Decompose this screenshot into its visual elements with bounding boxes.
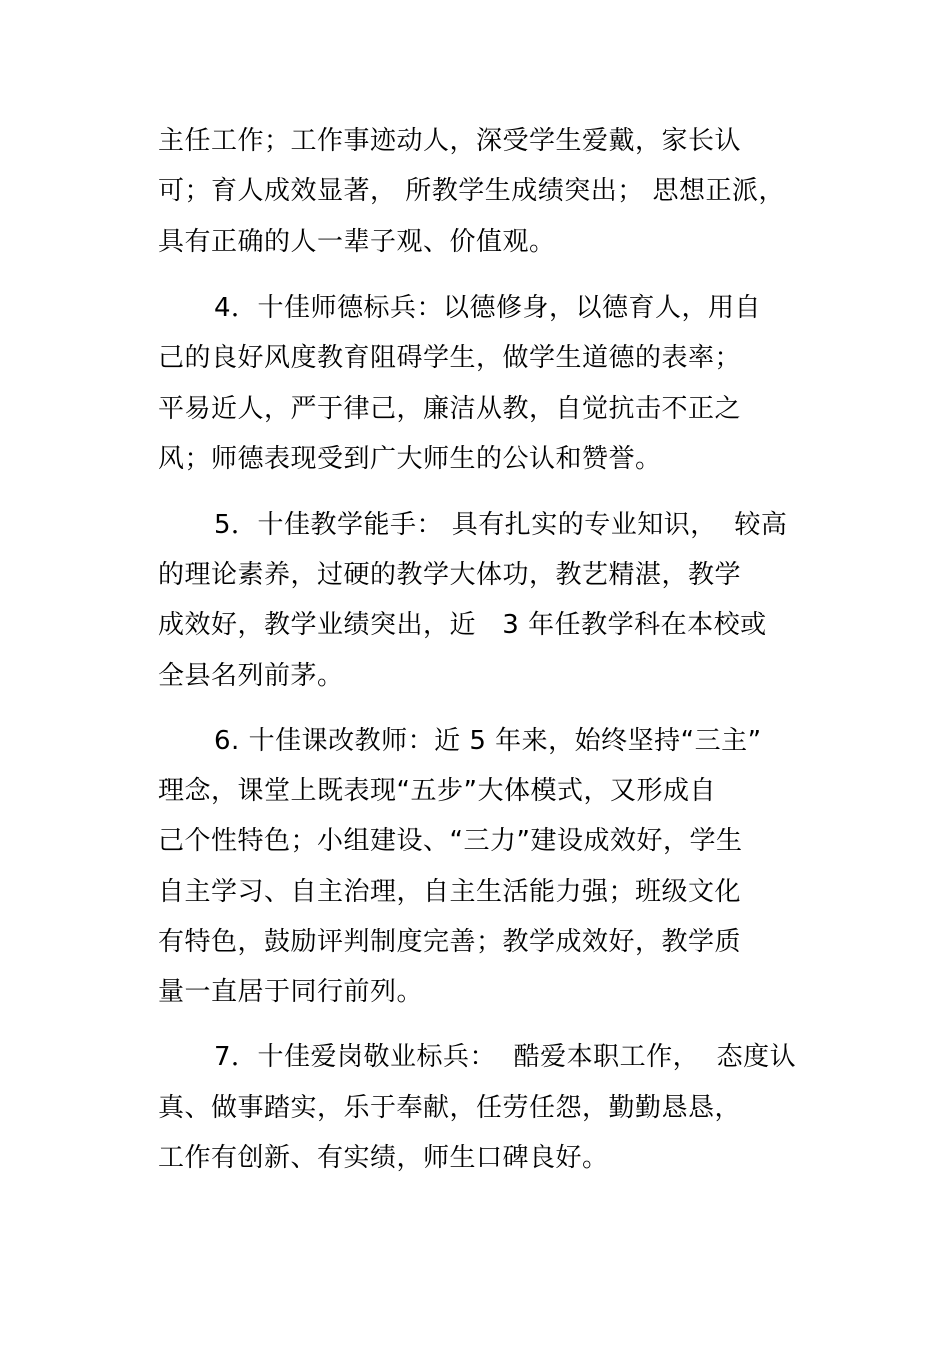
paragraph-heading-line: 7．十佳爱岗敬业标兵： 酷爱本职工作， 态度认	[214, 1042, 797, 1072]
paragraph-line: 自主学习、自主治理，自主生活能力强；班级文化	[158, 877, 742, 907]
paragraph-line: 全县名列前茅。	[158, 661, 344, 691]
paragraph-line: 可；育人成效显著， 所教学生成绩突出； 思想正派，	[158, 176, 786, 206]
paragraph-heading-line: 4．十佳师德标兵：以德修身，以德育人，用自	[214, 293, 762, 323]
paragraph-line: 风；师德表现受到广大师生的公认和赞誉。	[158, 444, 662, 474]
paragraph-line: 真、做事踏实，乐于奉献，任劳任怨，勤勤恳恳，	[158, 1093, 742, 1123]
paragraph-line: 的理论素养，过硬的教学大体功，教艺精湛，教学	[158, 560, 742, 590]
paragraph-line: 己个性特色；小组建设、“三力”建设成效好，学生	[158, 826, 743, 856]
paragraph-line: 工作有创新、有实绩，师生口碑良好。	[158, 1143, 609, 1173]
paragraph-line: 己的良好风度教育阻碍学生，做学生道德的表率；	[158, 343, 742, 373]
paragraph-heading-line: 5．十佳教学能手： 具有扎实的专业知识， 较高	[214, 510, 788, 540]
paragraph-line: 有特色，鼓励评判制度完善；教学成效好，教学质	[158, 927, 742, 957]
paragraph-line: 量一直居于同行前列。	[158, 977, 424, 1007]
paragraph-line: 平易近人，严于律己，廉洁从教，自觉抗击不正之	[158, 394, 742, 424]
paragraph-line: 理念，课堂上既表现“五步”大体模式，又形成自	[158, 776, 716, 806]
paragraph-line: 具有正确的人一辈子观、价值观。	[158, 227, 556, 257]
paragraph-heading-line: 6. 十佳课改教师：近 5 年来，始终坚持“三主”	[214, 726, 762, 756]
paragraph-line: 成效好，教学业绩突出，近 3 年任教学科在本校或	[158, 610, 767, 640]
paragraph-line: 主任工作；工作事迹动人，深受学生爱戴，家长认	[158, 126, 742, 156]
